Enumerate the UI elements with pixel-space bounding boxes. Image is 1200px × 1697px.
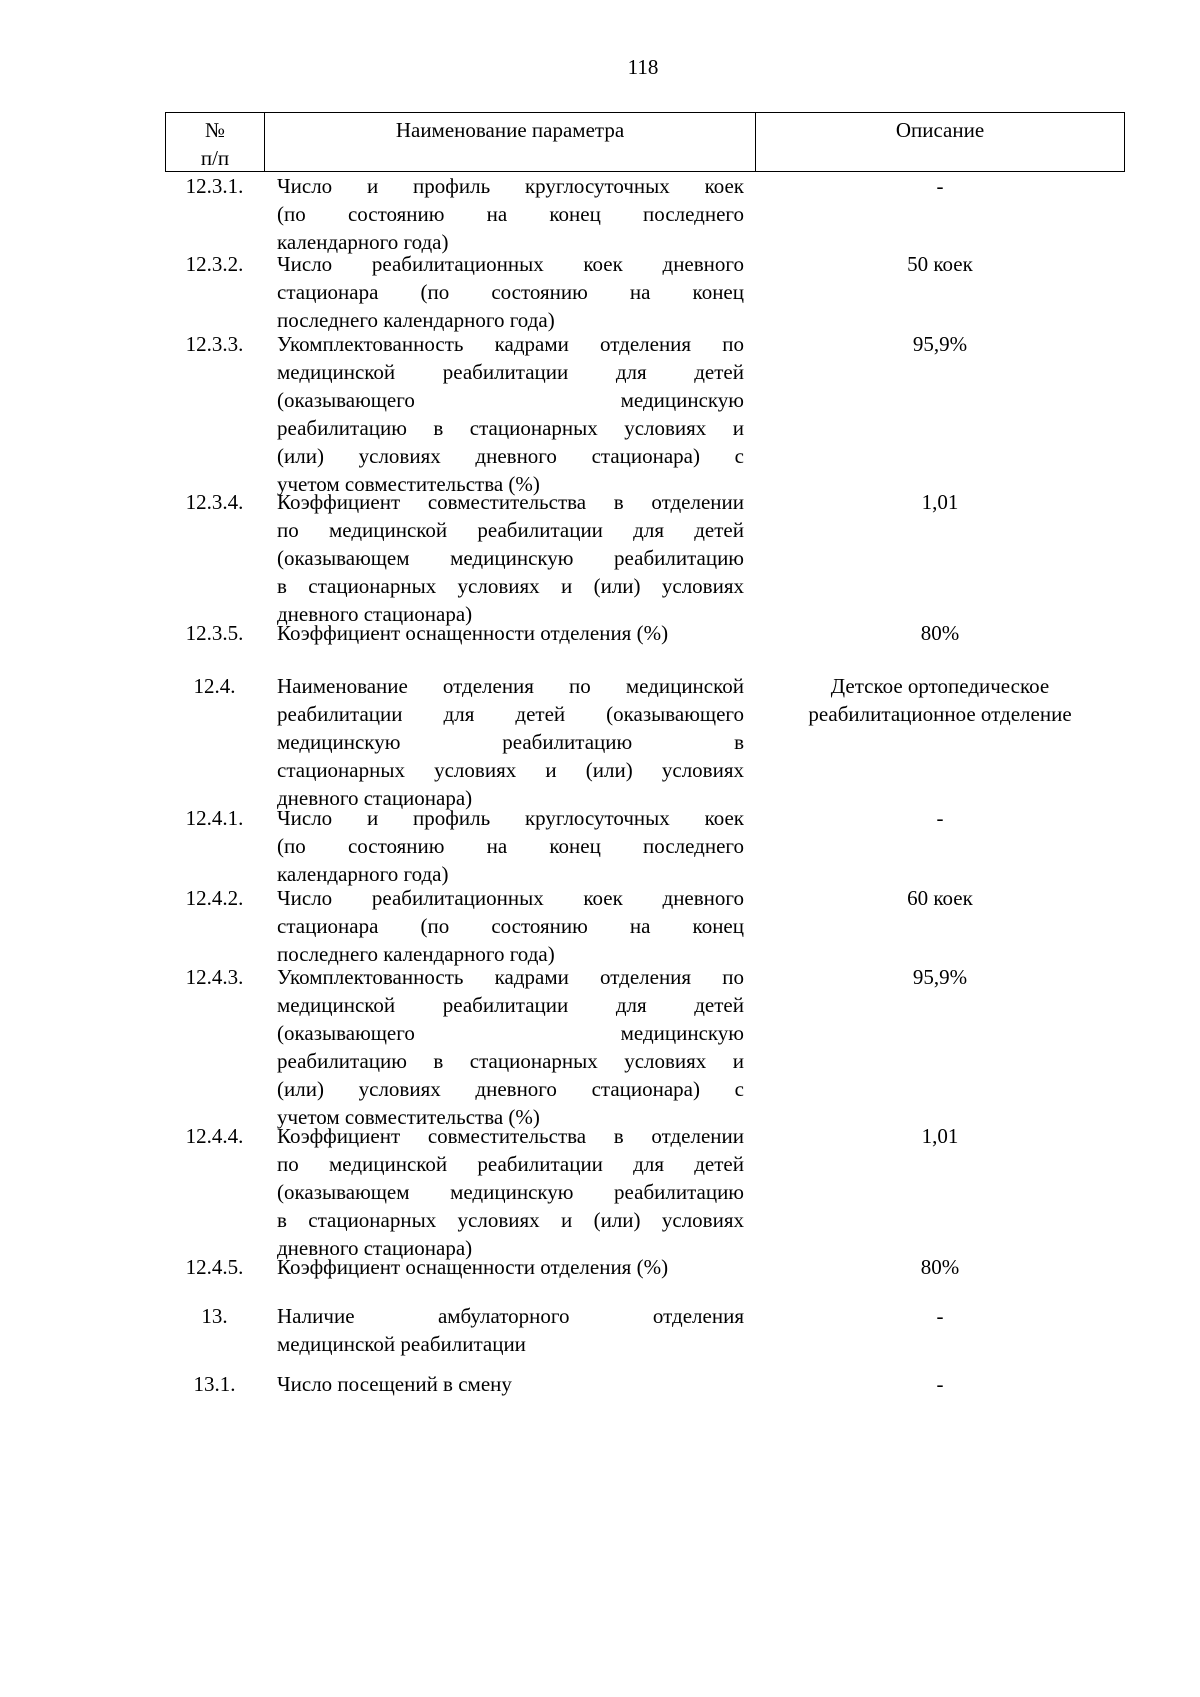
row-parameter-name-line: стационара (по состоянию на конец — [277, 914, 744, 938]
row-parameter-name-line: стационара (по состоянию на конец — [277, 280, 744, 304]
row-parameter-name-line: Коэффициент совместительства в отделении — [277, 1124, 744, 1148]
row-parameter-name-line: реабилитации для детей (оказывающего — [277, 702, 744, 726]
row-parameter-name-line: по медицинской реабилитации для детей — [277, 518, 744, 542]
row-parameter-name — [277, 619, 744, 647]
row-parameter-name-line: Число посещений в смену — [277, 1372, 512, 1396]
row-parameter-name-line: календарного года) — [277, 862, 449, 886]
row-parameter-name — [277, 1370, 744, 1398]
row-description-line: 60 коек — [907, 886, 973, 910]
row-number: 12.4.5. — [185, 1255, 244, 1279]
row-number: 12.4.3. — [185, 965, 244, 989]
row-parameter-name — [277, 672, 744, 812]
row-number: 12.4. — [193, 674, 236, 698]
row-parameter-name-line: Коэффициент оснащенности отделения (%) — [277, 1255, 669, 1279]
row-parameter-name — [277, 1253, 744, 1281]
row-number: 12.3.3. — [185, 332, 244, 356]
row-parameter-name-line: (по состоянию на конец последнего — [277, 202, 744, 226]
row-parameter-name-line: медицинской реабилитации для детей — [277, 993, 744, 1017]
row-description — [755, 963, 1125, 991]
row-description-line: Детское ортопедическое — [830, 674, 1050, 698]
row-number: 13.1. — [193, 1372, 236, 1396]
row-description-line: реабилитационное отделение — [808, 702, 1072, 726]
row-parameter-name-line: медицинской реабилитации для детей — [277, 360, 744, 384]
row-parameter-name-line: Наименование отделения по медицинской — [277, 674, 744, 698]
row-parameter-name — [277, 804, 744, 888]
row-description — [755, 1253, 1125, 1281]
row-description — [755, 884, 1125, 912]
row-parameter-name-line: последнего календарного года) — [277, 308, 555, 332]
row-number: 13. — [201, 1304, 228, 1328]
row-parameter-name-line: учетом совместительства (%) — [277, 472, 540, 496]
row-parameter-name-line: Коэффициент совместительства в отделении — [277, 490, 744, 514]
page-number: 118 — [627, 55, 659, 79]
row-parameter-name-line: медицинской реабилитации — [277, 1332, 526, 1356]
row-number: 12.4.4. — [185, 1124, 244, 1148]
row-parameter-name-line: Укомплектованность кадрами отделения по — [277, 965, 744, 989]
row-description — [755, 488, 1125, 516]
row-number: 12.3.1. — [185, 174, 244, 198]
row-description-line: 95,9% — [912, 965, 968, 989]
row-parameter-name-line: Число реабилитационных коек дневного — [277, 252, 744, 276]
row-parameter-name-line: календарного года) — [277, 230, 449, 254]
row-parameter-name-line: (по состоянию на конец последнего — [277, 834, 744, 858]
row-parameter-name-line: медицинскую реабилитацию в — [277, 730, 744, 754]
row-parameter-name-line: (оказывающего медицинскую — [277, 1021, 744, 1045]
row-description — [755, 1370, 1125, 1398]
row-description — [755, 250, 1125, 278]
row-parameter-name — [277, 330, 744, 498]
header-col-number-line2: п/п — [200, 146, 230, 170]
row-number: 12.4.2. — [185, 886, 244, 910]
row-description-line: - — [936, 174, 944, 198]
row-parameter-name-line: дневного стационара) — [277, 602, 473, 626]
row-description — [755, 1122, 1125, 1150]
row-description-line: 80% — [920, 621, 960, 645]
header-col-description: Описание — [895, 118, 985, 142]
row-parameter-name-line: (оказывающего медицинскую — [277, 388, 744, 412]
row-description-line: 95,9% — [912, 332, 968, 356]
row-parameter-name-line: Число реабилитационных коек дневного — [277, 886, 744, 910]
row-description — [755, 330, 1125, 358]
row-description-line: 1,01 — [921, 1124, 959, 1148]
row-parameter-name-line: последнего календарного года) — [277, 942, 555, 966]
row-description — [755, 619, 1125, 647]
row-description — [755, 672, 1125, 728]
row-parameter-name-line: учетом совместительства (%) — [277, 1105, 540, 1129]
row-parameter-name-line: Укомплектованность кадрами отделения по — [277, 332, 744, 356]
header-col-name: Наименование параметра — [265, 113, 756, 171]
row-number: 12.4.1. — [185, 806, 244, 830]
row-description-line: - — [936, 1304, 944, 1328]
row-parameter-name — [277, 488, 744, 628]
table-header — [165, 112, 1125, 172]
row-parameter-name-line: (или) условиях дневного стационара) с — [277, 1077, 744, 1101]
row-description — [755, 1302, 1125, 1330]
row-description-line: 80% — [920, 1255, 960, 1279]
row-parameter-name-line: Коэффициент оснащенности отделения (%) — [277, 621, 669, 645]
row-parameter-name-line: стационарных условиях и (или) условиях — [277, 758, 744, 782]
row-parameter-name — [277, 884, 744, 968]
header-col-number-line1: № — [204, 118, 226, 142]
row-parameter-name-line: по медицинской реабилитации для детей — [277, 1152, 744, 1176]
row-number: 12.3.5. — [185, 621, 244, 645]
row-description-line: - — [936, 806, 944, 830]
row-parameter-name-line: Число и профиль круглосуточных коек — [277, 174, 744, 198]
row-parameter-name — [277, 1302, 744, 1358]
row-parameter-name — [277, 963, 744, 1131]
row-parameter-name-line: дневного стационара) — [277, 1236, 473, 1260]
row-description-line: - — [936, 1372, 944, 1396]
row-parameter-name-line: (или) условиях дневного стационара) с — [277, 444, 744, 468]
row-parameter-name — [277, 1122, 744, 1262]
row-parameter-name-line: Число и профиль круглосуточных коек — [277, 806, 744, 830]
row-description — [755, 172, 1125, 200]
row-parameter-name-line: реабилитацию в стационарных условиях и — [277, 416, 744, 440]
row-description-line: 1,01 — [921, 490, 959, 514]
row-parameter-name — [277, 172, 744, 256]
row-number: 12.3.2. — [185, 252, 244, 276]
row-parameter-name-line: Наличие амбулаторного отделения — [277, 1304, 744, 1328]
row-parameter-name-line: (оказывающем медицинскую реабилитацию — [277, 546, 744, 570]
row-parameter-name-line: в стационарных условиях и (или) условиях — [277, 574, 744, 598]
row-parameter-name — [277, 250, 744, 334]
row-description — [755, 804, 1125, 832]
row-parameter-name-line: дневного стационара) — [277, 786, 473, 810]
row-number: 12.3.4. — [185, 490, 244, 514]
row-parameter-name-line: (оказывающем медицинскую реабилитацию — [277, 1180, 744, 1204]
row-parameter-name-line: в стационарных условиях и (или) условиях — [277, 1208, 744, 1232]
row-parameter-name-line: реабилитацию в стационарных условиях и — [277, 1049, 744, 1073]
row-description-line: 50 коек — [907, 252, 973, 276]
header-col-number — [166, 113, 265, 171]
